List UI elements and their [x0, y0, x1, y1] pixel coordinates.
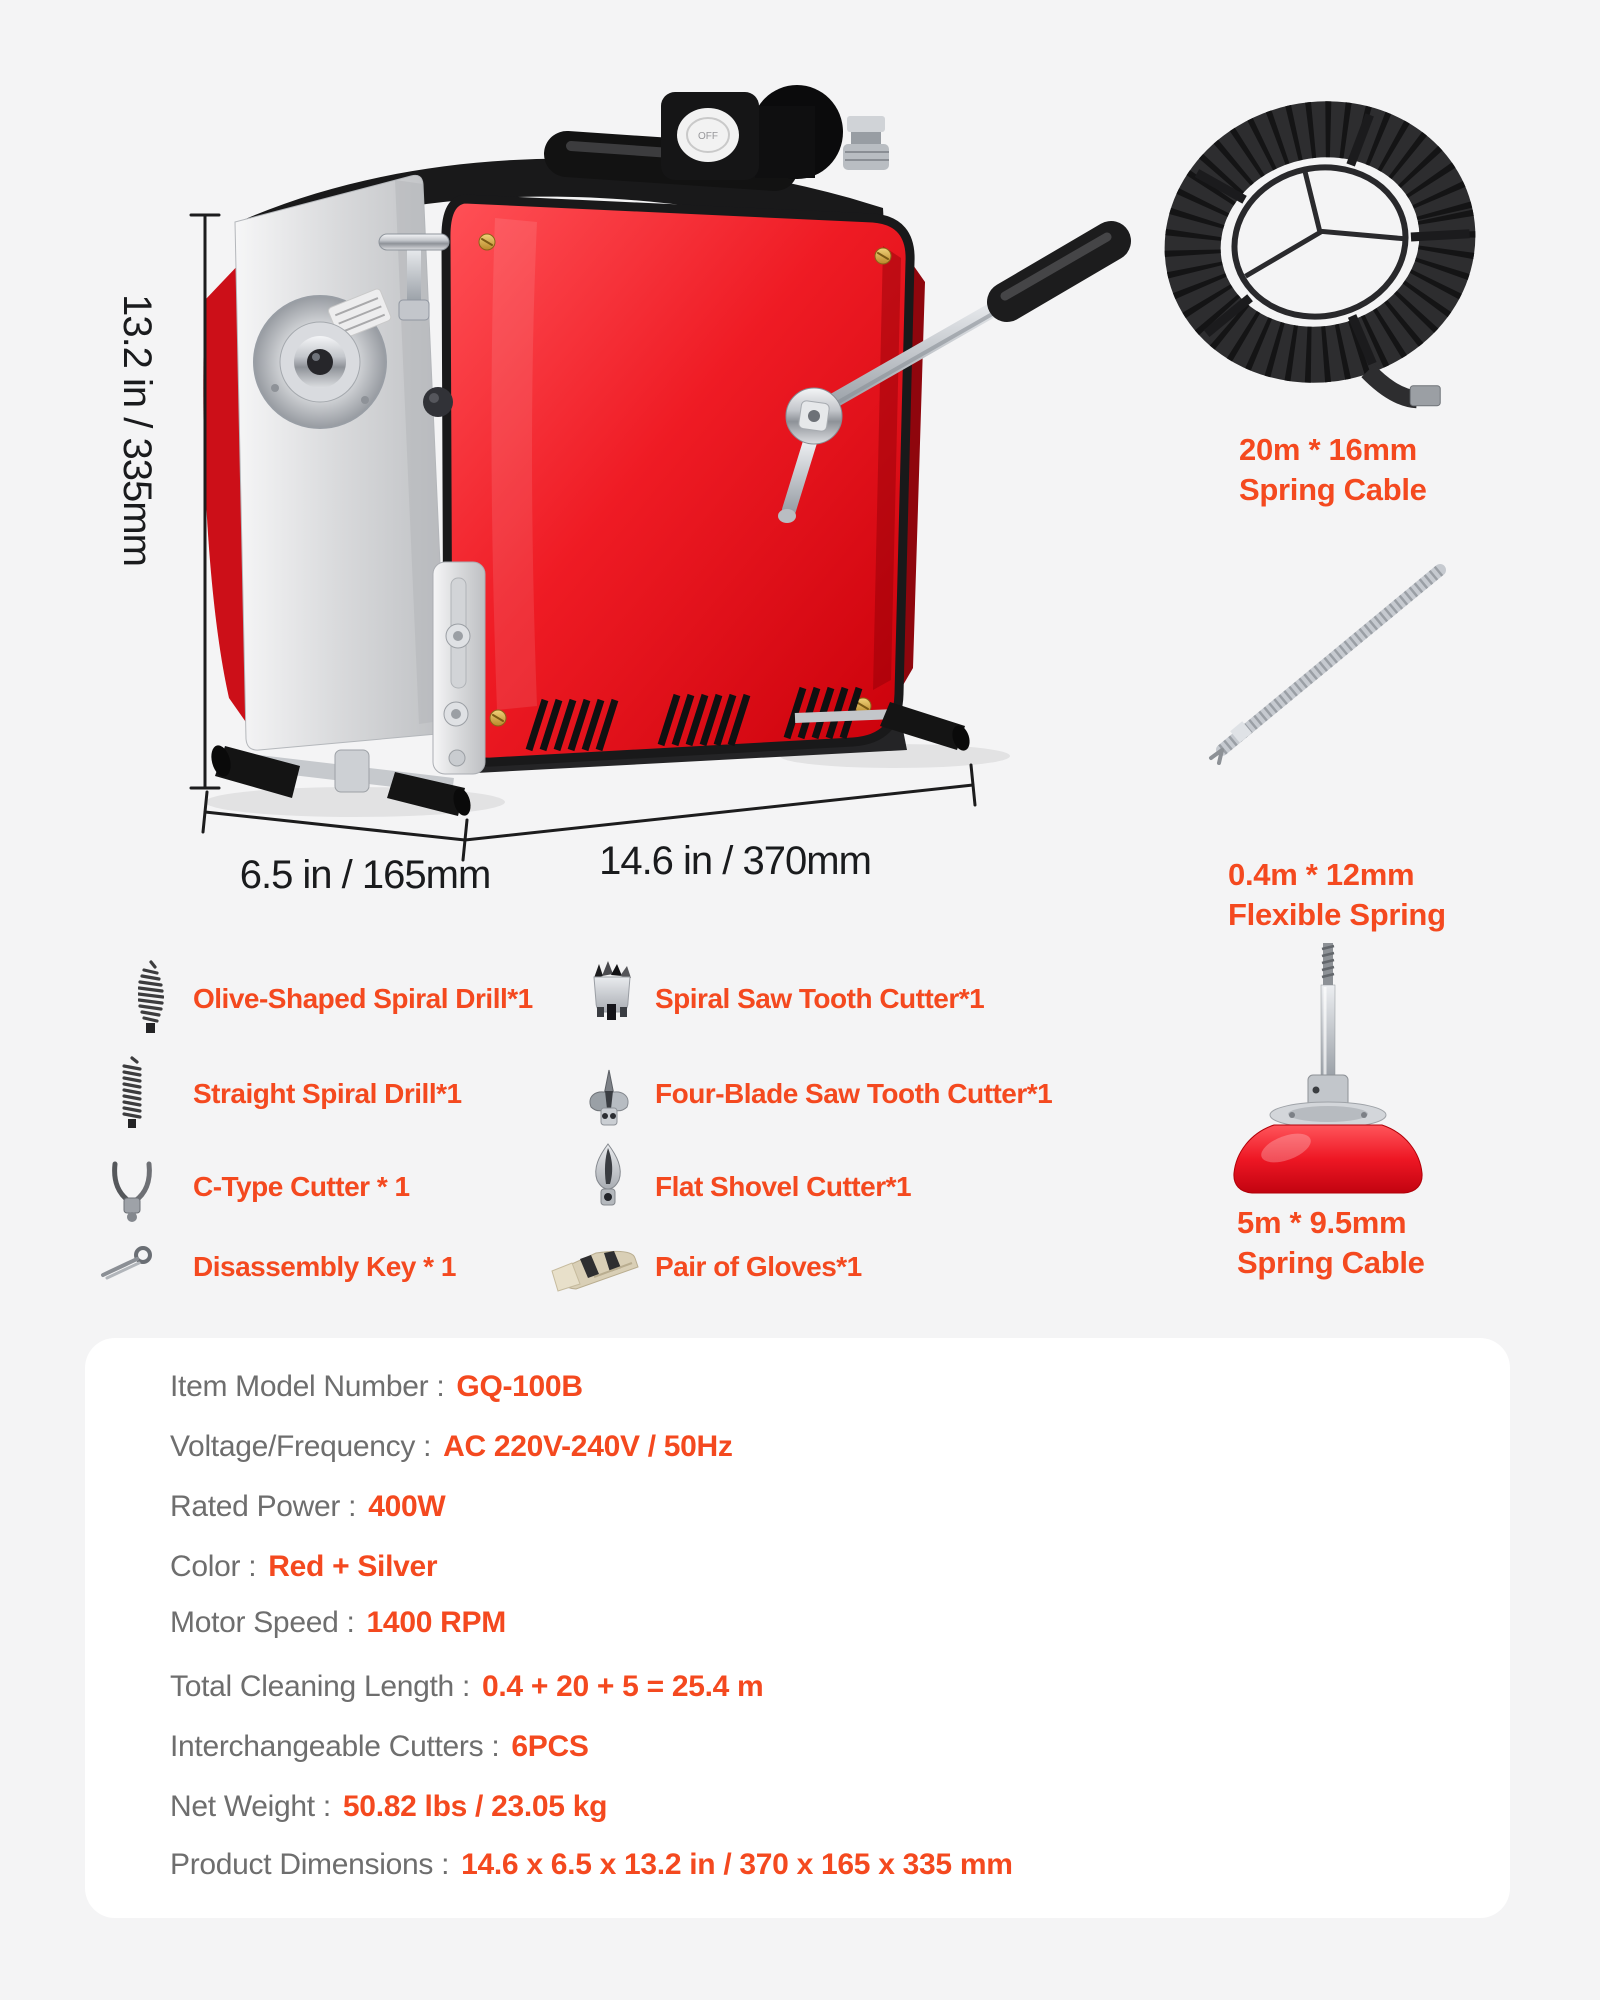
- spring-cable-5m-label: [1237, 1203, 1425, 1283]
- accessory-label-c-type-cutter: C-Type Cutter * 1: [193, 1171, 410, 1202]
- width-dimension-label: 14.6 in / 370mm: [599, 839, 871, 883]
- dimension-lines: [80, 195, 1000, 895]
- spec-row-item-model-number: [170, 1369, 583, 1405]
- spec-label: Motor Speed :: [170, 1606, 355, 1639]
- c-type-cutter-icon: [108, 1160, 156, 1222]
- spec-label: Rated Power :: [170, 1490, 357, 1523]
- olive-spiral-drill-icon: [138, 960, 164, 1036]
- accessory-label-straight-spiral-drill: Straight Spiral Drill*1: [193, 1078, 462, 1109]
- flexible-spring-size: 0.4m * 12mm: [1228, 857, 1415, 892]
- spring-cable-20m-label: [1239, 430, 1427, 510]
- spec-row-rated-power: [170, 1489, 445, 1525]
- flexible-spring-name: Flexible Spring: [1228, 897, 1446, 932]
- spec-value: 400W: [368, 1490, 446, 1523]
- spec-card: [85, 1338, 1510, 1918]
- spiral-saw-tooth-cutter-icon: [588, 960, 636, 1026]
- spring-cable-5m-image: [1228, 935, 1428, 1200]
- flexible-spring-label: [1228, 855, 1446, 935]
- pair-of-gloves-icon: [544, 1244, 642, 1294]
- spec-value: Red + Silver: [268, 1550, 438, 1583]
- spec-label: Item Model Number :: [170, 1370, 445, 1403]
- spec-row-product-dimensions: [170, 1847, 1013, 1883]
- spec-value: GQ-100B: [456, 1370, 583, 1403]
- height-dimension-label: 13.2 in / 335mm: [115, 294, 159, 566]
- straight-spiral-drill-icon: [120, 1056, 144, 1130]
- spec-label: Total Cleaning Length :: [170, 1670, 470, 1703]
- spring-cable-20m-name: Spring Cable: [1239, 472, 1427, 507]
- spec-value: 14.6 x 6.5 x 13.2 in / 370 x 165 x 335 mm: [461, 1848, 1013, 1881]
- spec-label: Interchangeable Cutters :: [170, 1730, 500, 1763]
- spring-cable-20m-size: 20m * 16mm: [1239, 432, 1417, 467]
- spec-row-net-weight: [170, 1789, 607, 1825]
- flexible-spring-image: [1205, 555, 1455, 765]
- accessory-label-flat-shovel-cutter: Flat Shovel Cutter*1: [655, 1171, 912, 1202]
- spec-label: Product Dimensions :: [170, 1848, 450, 1881]
- spec-value: AC 220V-240V / 50Hz: [443, 1430, 733, 1463]
- accessory-label-disassembly-key: Disassembly Key * 1: [193, 1251, 456, 1282]
- spec-label: Color :: [170, 1550, 257, 1583]
- spec-row-total-cleaning-length: [170, 1669, 763, 1705]
- spec-row-motor-speed: [170, 1605, 506, 1641]
- spec-row-color: [170, 1549, 437, 1585]
- disassembly-key-icon: [98, 1244, 156, 1284]
- accessory-label-spiral-saw-cutter: Spiral Saw Tooth Cutter*1: [655, 983, 985, 1014]
- spec-value: 6PCS: [511, 1730, 589, 1763]
- flat-shovel-cutter-icon: [588, 1142, 628, 1212]
- spring-cable-20m-image: [1150, 80, 1495, 410]
- spec-row-interchangeable-cutters: [170, 1729, 589, 1765]
- power-switch: [661, 85, 889, 180]
- spec-value: 50.82 lbs / 23.05 kg: [342, 1790, 608, 1823]
- depth-dimension-label: 6.5 in / 165mm: [239, 853, 491, 897]
- accessory-label-four-blade-cutter: Four-Blade Saw Tooth Cutter*1: [655, 1078, 1053, 1109]
- spring-cable-5m-name: Spring Cable: [1237, 1245, 1425, 1280]
- spec-label: Net Weight :: [170, 1790, 331, 1823]
- spec-row-voltage-frequency: [170, 1429, 733, 1465]
- four-blade-saw-tooth-cutter-icon: [584, 1068, 634, 1128]
- power-switch-label: OFF: [698, 131, 718, 142]
- accessory-label-pair-of-gloves: Pair of Gloves*1: [655, 1251, 862, 1282]
- spring-cable-5m-size: 5m * 9.5mm: [1237, 1205, 1407, 1240]
- spec-label: Voltage/Frequency :: [170, 1430, 432, 1463]
- spec-value: 1400 RPM: [366, 1606, 506, 1639]
- spec-value: 0.4 + 20 + 5 = 25.4 m: [482, 1670, 764, 1703]
- accessory-label-olive-spiral-drill: Olive-Shaped Spiral Drill*1: [193, 983, 533, 1014]
